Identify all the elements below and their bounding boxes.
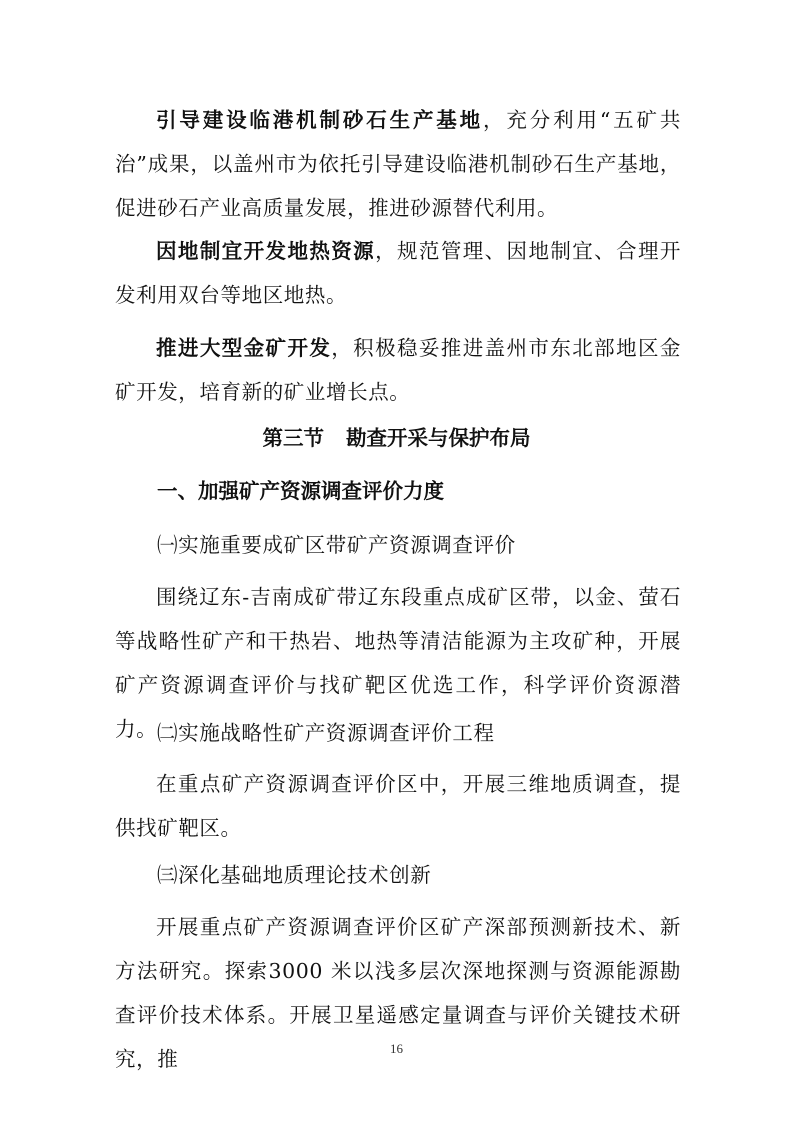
paragraph-sub1-body: 围绕辽东-吉南成矿带辽东段重点成矿区带，以金、萤石等战略性矿产和干热岩、地热等清洁能源为主攻矿种，开展矿产资源调查评价与找矿靶区优选工作，科学评价资源潜力。 xyxy=(115,585,681,741)
section-title xyxy=(0,423,793,453)
heading-level-1: 一、加强矿产资源调查评价力度 xyxy=(157,479,444,503)
section-number: 第三节 xyxy=(262,426,324,450)
paragraph-lead: 因地制宜开发地热资源 xyxy=(156,239,376,263)
subheading-3: ㈢深化基础地质理论技术创新 xyxy=(157,863,432,887)
paragraph-text: ，规范管理、因地制宜、合理开发利用双台等地区地热。 xyxy=(115,239,682,307)
paragraph-sub3-body: 开展重点矿产资源调查评价区矿产深部预测新技术、新方法研究。探索3000 米以浅多层次深地探测与资源能源勘查评价技术体系。开展卫星遥感定量调查与评价关键技术研究，推 xyxy=(115,915,681,1071)
paragraph-text: ，充分利用“五矿共治”成果，以盖州市为依托引导建设临港机制砂石生产基地，促进砂石产业高质量发展，推进砂源替代利用。 xyxy=(115,108,681,220)
paragraph-gold-mine xyxy=(115,326,681,414)
paragraph-lead: 推进大型金矿开发 xyxy=(156,336,332,360)
paragraph-geothermal xyxy=(115,229,681,317)
subheading-1: ㈠实施重要成矿区带矿产资源调查评价 xyxy=(157,533,516,557)
paragraph-text: ，积极稳妥推进盖州市东北部地区金矿开发，培育新的矿业增长点。 xyxy=(115,336,681,404)
paragraph-sand-base xyxy=(115,98,681,230)
section-name: 勘查开采与保护布局 xyxy=(346,426,531,450)
paragraph-sub2-body: 在重点矿产资源调查评价区中，开展三维地质调查，提供找矿靶区。 xyxy=(115,772,681,840)
subheading-2: ㈡实施战略性矿产资源调查评价工程 xyxy=(157,721,495,745)
paragraph-lead: 引导建设临港机制砂石生产基地 xyxy=(156,108,484,132)
page-number: 16 xyxy=(390,1041,403,1056)
